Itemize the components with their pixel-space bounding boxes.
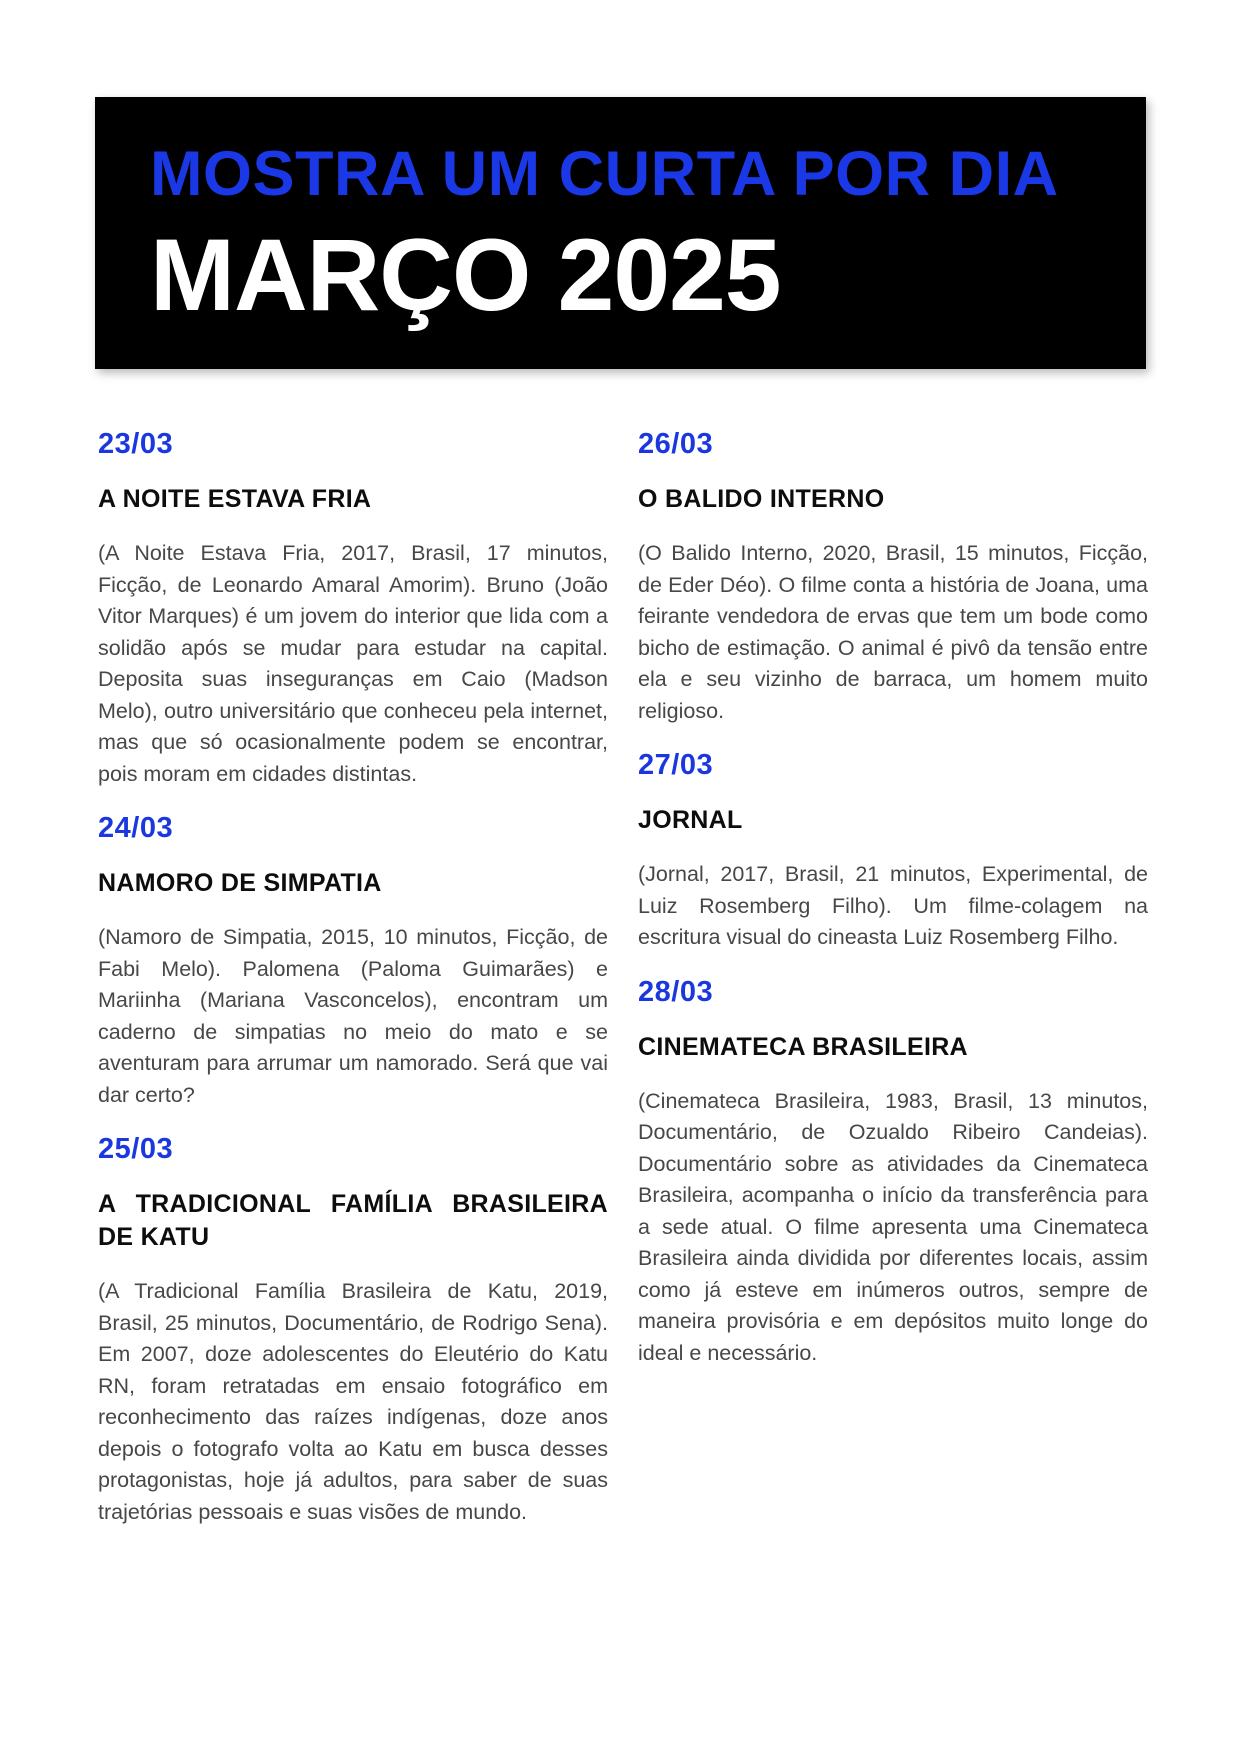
entry-date: 24/03 bbox=[98, 812, 174, 844]
schedule-columns bbox=[98, 430, 1148, 1552]
banner-month-title: MARÇO 2025 bbox=[150, 218, 781, 332]
film-description: (Jornal, 2017, Brasil, 21 minutos, Experimental, de Luiz Rosemberg Filho). Um filme-colagem na escritura visual do cineasta Luiz Rosemberg Filho. bbox=[638, 862, 1148, 949]
film-entry bbox=[98, 1135, 608, 1528]
film-entry bbox=[638, 751, 1148, 954]
column-right bbox=[638, 430, 1148, 1552]
entry-date: 25/03 bbox=[98, 1133, 174, 1165]
film-title: A NOITE ESTAVA FRIA bbox=[98, 485, 372, 513]
column-left bbox=[98, 430, 608, 1552]
film-entry bbox=[98, 430, 608, 790]
film-title: O BALIDO INTERNO bbox=[638, 485, 885, 513]
film-entry bbox=[98, 814, 608, 1111]
film-entry bbox=[638, 975, 1148, 1370]
banner-subtitle: MOSTRA UM CURTA POR DIA bbox=[150, 139, 1059, 209]
entry-date: 23/03 bbox=[98, 428, 174, 460]
film-title: CINEMATECA BRASILEIRA bbox=[638, 1032, 968, 1061]
film-description: (O Balido Interno, 2020, Brasil, 15 minutos, Ficção, de Eder Déo). O filme conta a história de Joana, uma feirante vendedora de ervas que tem um bode como bicho de estimação. O animal é pivô da tensão entre ela e seu vizinho de barraca, um homem muito religioso. bbox=[638, 541, 1148, 723]
entry-date: 28/03 bbox=[638, 975, 714, 1008]
film-title: NAMORO DE SIMPATIA bbox=[98, 869, 382, 897]
entry-date: 26/03 bbox=[638, 428, 714, 460]
film-title: JORNAL bbox=[638, 806, 743, 834]
film-entry bbox=[638, 430, 1148, 727]
film-description: (Namoro de Simpatia, 2015, 10 minutos, Ficção, de Fabi Melo). Palomena (Paloma Guimarães) e Mariinha (Mariana Vasconcelos), encontram um caderno de simpatias no meio do mato e se aventuram para arrumar um namorado. Será que vai dar certo? bbox=[98, 925, 608, 1107]
header-banner bbox=[95, 97, 1146, 369]
film-title: A TRADICIONAL FAMÍLIA BRASILEIRA DE KATU bbox=[98, 1190, 608, 1251]
entry-date: 27/03 bbox=[638, 749, 714, 781]
film-description: (A Noite Estava Fria, 2017, Brasil, 17 minutos, Ficção, de Leonardo Amaral Amorim). Bruno (João Vitor Marques) é um jovem do interior que lida com a solidão após se mudar para estudar na capital. Deposita suas inseguranças em Caio (Madson Melo), outro universitário que conheceu pela internet, mas que só ocasionalmente podem se encontrar, pois moram em cidades distintas. bbox=[98, 541, 608, 786]
film-description: (Cinemateca Brasileira, 1983, Brasil, 13 minutos, Documentário, de Ozualdo Ribeiro Candeias). Documentário sobre as atividades da Cinemateca Brasileira, acompanha o início da transferência para a sede atual. O filme apresenta uma Cinemateca Brasileira ainda dividida por diferentes locais, assim como já esteve em inúmeros outros, sempre de maneira provisória e em depósitos muito longe do ideal e necessário. bbox=[638, 1088, 1148, 1365]
film-description: (A Tradicional Família Brasileira de Katu, 2019, Brasil, 25 minutos, Documentário, de Rodrigo Sena). Em 2007, doze adolescentes do Eleutério do Katu RN, foram retratadas em ensaio fotográfico em reconhecimento das raízes indígenas, doze anos depois o fotografo volta ao Katu em busca desses protagonistas, hoje já adultos, para saber de suas trajetórias pessoais e suas visões de mundo. bbox=[98, 1279, 608, 1524]
